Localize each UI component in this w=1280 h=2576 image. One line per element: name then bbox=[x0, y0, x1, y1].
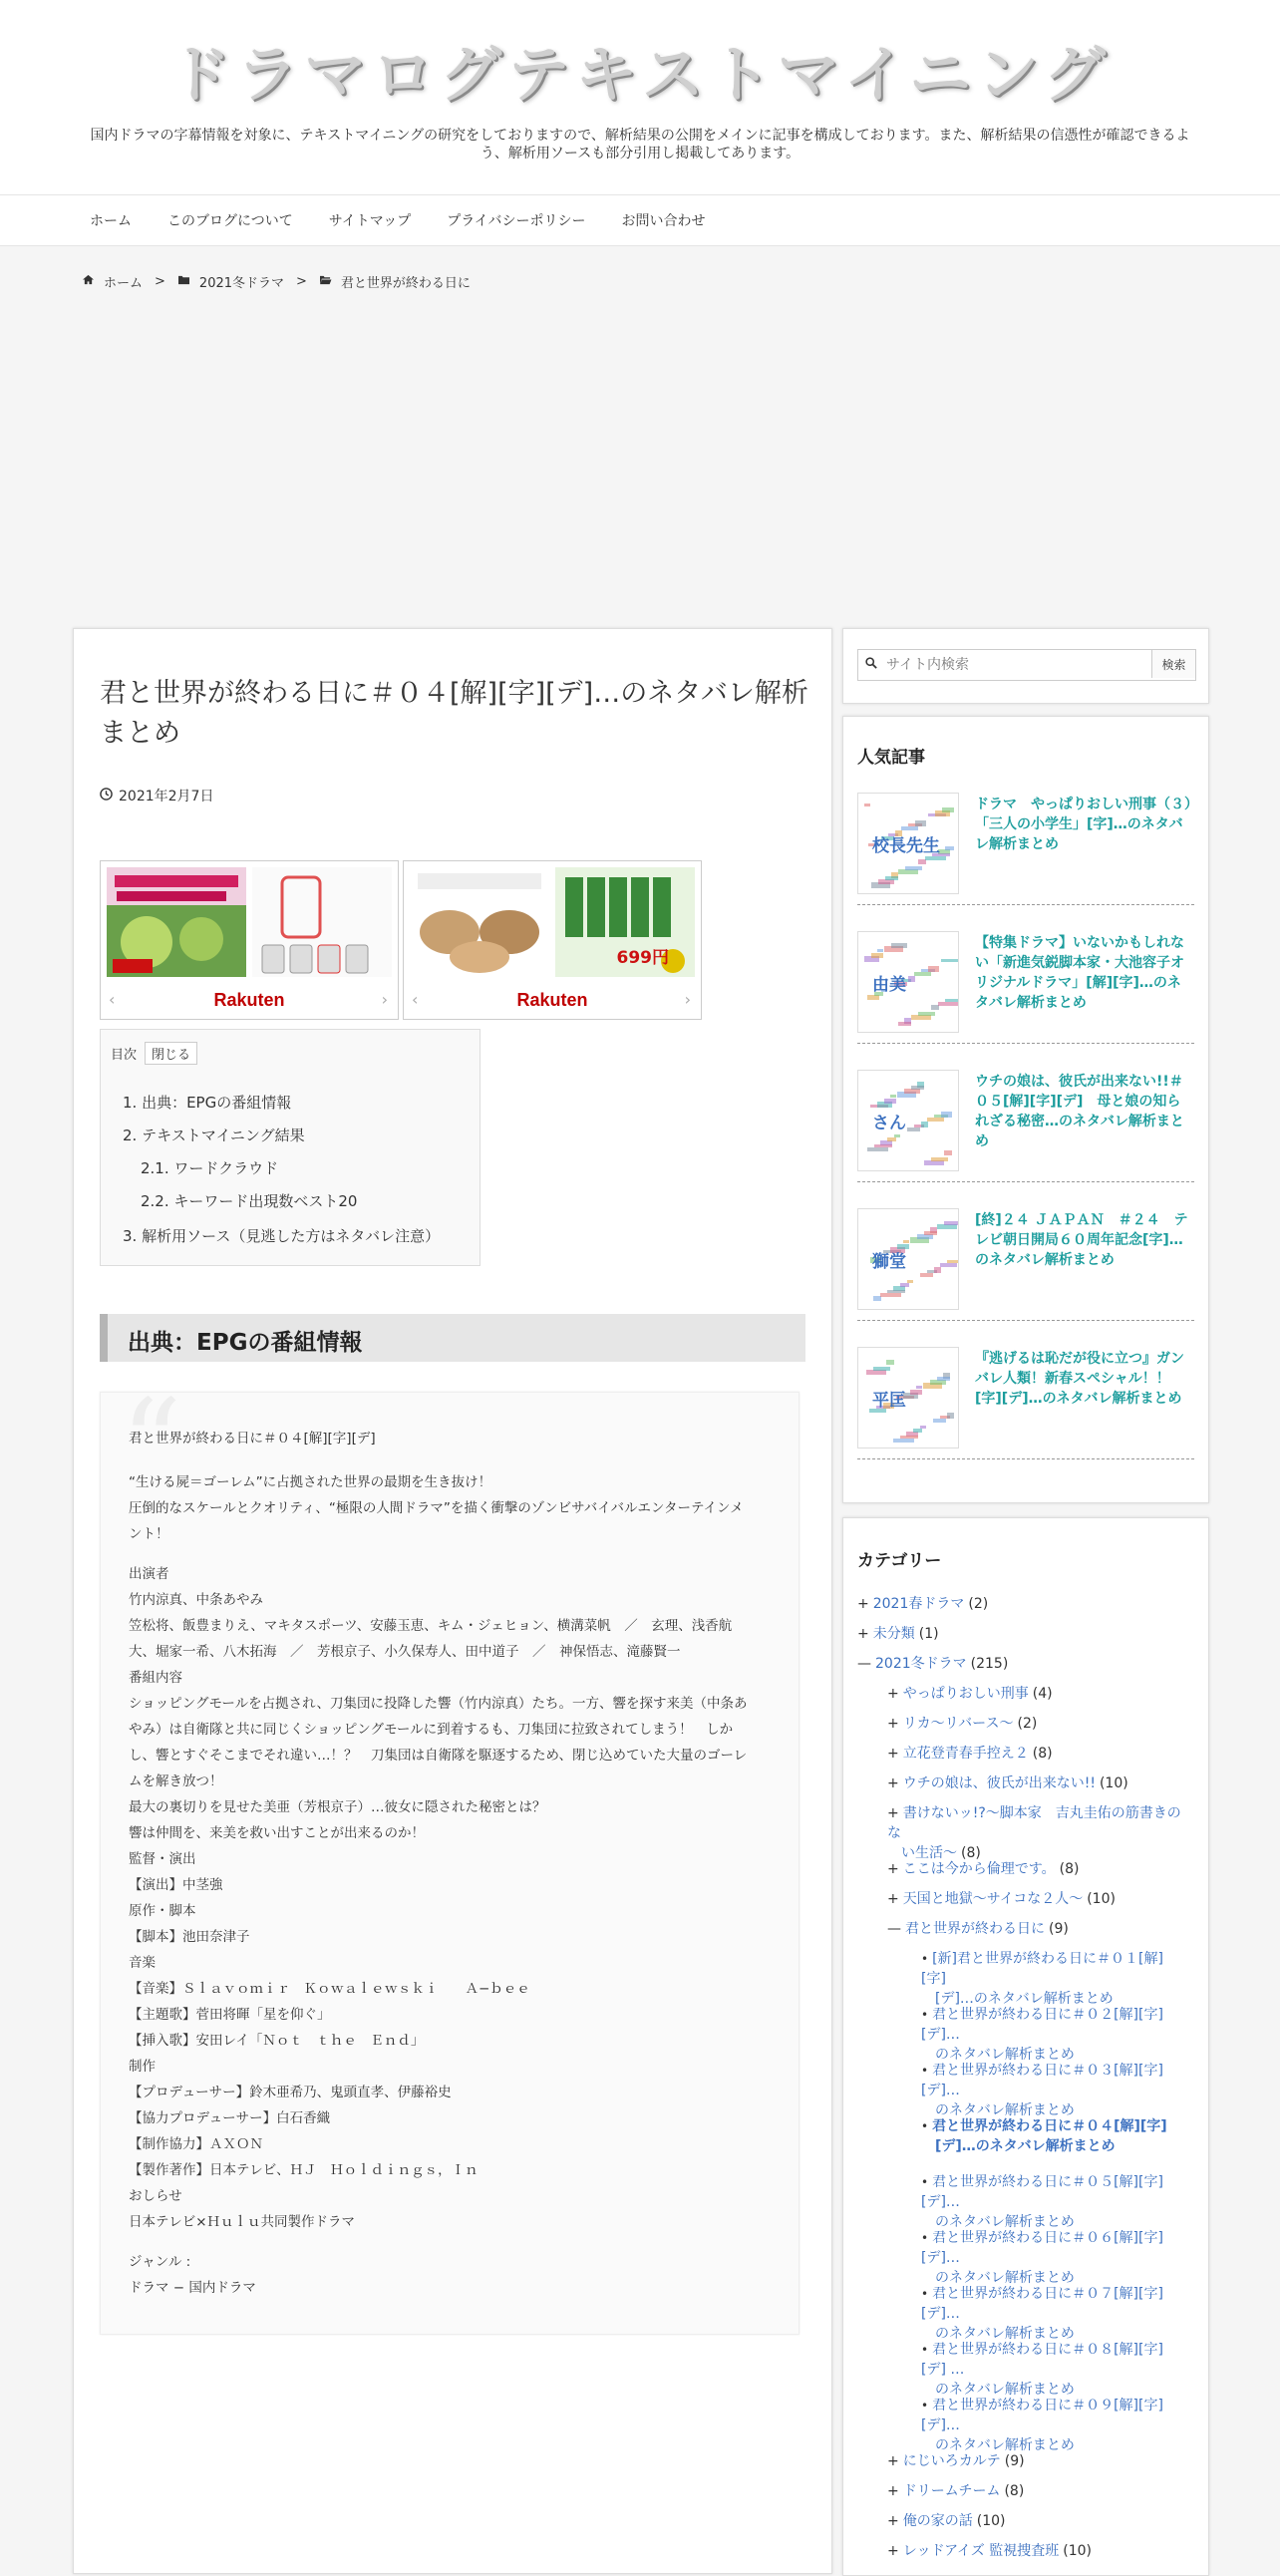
category-link-continued[interactable]: い生活～ bbox=[901, 1845, 957, 1861]
bullet-icon: • bbox=[921, 2175, 929, 2189]
quote-line: し、響とすぐそこまでそれ違い…！？ 刀集団は自衛隊を駆逐するため、閉じ込めていた大量のゴーレ bbox=[129, 1748, 748, 1764]
toc-item-source[interactable]: 1. 出典：EPGの番組情報 bbox=[123, 1094, 292, 1112]
category-item[interactable] bbox=[887, 1889, 1182, 1909]
site-header bbox=[0, 0, 1280, 195]
breadcrumb-category[interactable]: 2021冬ドラマ bbox=[198, 276, 285, 291]
category-link[interactable]: 君と世界が終わる日に＃０４[解][字] bbox=[932, 2118, 1167, 2134]
wordcloud-keyword: さん bbox=[872, 1114, 906, 1133]
category-item[interactable] bbox=[887, 1714, 1182, 1734]
category-item[interactable] bbox=[887, 2481, 1182, 2501]
category-item[interactable] bbox=[921, 2061, 1182, 2120]
quote-line: “生ける屍＝ゴーレム”に占拠された世界の最期を生き抜け！ bbox=[129, 1474, 492, 1490]
nav-item-about[interactable]: このブログについて bbox=[167, 213, 293, 229]
collapse-icon[interactable]: — bbox=[887, 1921, 901, 1937]
category-item[interactable] bbox=[887, 1803, 1182, 1863]
ad-product-image bbox=[252, 867, 392, 977]
wordcloud-thumbnail[interactable] bbox=[857, 1347, 959, 1449]
quote-line: 日本テレビ×Ｈｕｌｕ共同製作ドラマ bbox=[129, 2214, 356, 2230]
popular-post-item[interactable] bbox=[857, 1341, 1194, 1459]
category-link[interactable]: 天国と地獄～サイコな２人～ bbox=[902, 1891, 1084, 1907]
category-link[interactable]: 君と世界が終わる日に＃０３[解][字][デ]… bbox=[921, 2063, 1163, 2098]
expand-icon[interactable]: + bbox=[887, 1805, 899, 1821]
bullet-icon: • bbox=[921, 2064, 929, 2078]
breadcrumb-current[interactable]: 君と世界が終わる日に bbox=[340, 276, 471, 291]
quote-line: 制作 bbox=[129, 2059, 156, 2075]
quote-line: 【主題歌】菅田将暉「星を仰ぐ」 bbox=[129, 2007, 331, 2023]
quote-line: 監督・演出 bbox=[129, 1851, 196, 1867]
bullet-icon: • bbox=[921, 2119, 929, 2133]
category-count: (2) bbox=[1017, 1716, 1038, 1732]
ad-price: 699円 bbox=[616, 948, 669, 968]
category-link-continued[interactable]: [デ]…のネタバレ解析まとめ bbox=[935, 1991, 1114, 2007]
category-link-continued[interactable]: のネタバレ解析まとめ bbox=[935, 2326, 1075, 2342]
breadcrumb-separator: > bbox=[296, 274, 307, 289]
wordcloud-keyword: 由美 bbox=[872, 975, 906, 995]
categories-title: カテゴリー bbox=[857, 1551, 942, 1571]
expand-icon[interactable]: + bbox=[887, 2453, 899, 2469]
post-date-text: 2021年2月7日 bbox=[119, 789, 214, 805]
expand-icon[interactable]: + bbox=[857, 1596, 869, 1612]
quote-line: 【演出】中茎強 bbox=[129, 1877, 223, 1893]
category-count: (9) bbox=[1004, 2453, 1025, 2469]
wordcloud-keyword: 獅堂 bbox=[872, 1252, 906, 1272]
site-logo[interactable]: ドラマログテキストマイニング bbox=[168, 38, 1112, 111]
category-link[interactable]: [新]君と世界が終わる日に＃０１[解][字] bbox=[921, 1951, 1163, 1987]
ad-banner-1[interactable] bbox=[100, 860, 399, 1020]
article-title: 君と世界が終わる日に＃０４[解][字][デ]…のネタバレ解析まとめ bbox=[100, 678, 808, 749]
category-link[interactable]: 君と世界が終わる日に＃０８[解][字][デ] … bbox=[921, 2342, 1163, 2378]
popular-post-item[interactable] bbox=[857, 787, 1194, 905]
bullet-icon: • bbox=[921, 2231, 929, 2245]
popular-post-link[interactable]: ドラマ やっぱりおしい刑事（３）「三人の小学生」[字]…のネタバレ解析まとめ bbox=[975, 797, 1191, 852]
toc-item-analysis-source[interactable]: 3. 解析用ソース（見逃した方はネタバレ注意） bbox=[123, 1227, 441, 1245]
quote-line: 大、堀家一希、八木拓海 ／ 芳根京子、小久保寿人、田中道子 ／ 神保悟志、滝藤賢一 bbox=[129, 1644, 681, 1660]
quote-line: 【協力プロデューサー】白石香織 bbox=[129, 2110, 331, 2126]
quote-line: 【脚本】池田奈津子 bbox=[129, 1929, 250, 1945]
breadcrumb bbox=[82, 272, 471, 291]
quote-line: 竹内涼真、中条あやみ bbox=[129, 1592, 263, 1608]
category-link[interactable]: 未分類 bbox=[872, 1626, 915, 1642]
wordcloud-thumbnail[interactable] bbox=[857, 931, 959, 1033]
category-link-continued[interactable]: のネタバレ解析まとめ bbox=[935, 2270, 1075, 2286]
quote-line: ント！ bbox=[129, 1526, 169, 1542]
quote-line: 最大の裏切りを見せた美亜（芳根京子）…彼女に隠された秘密とは？ bbox=[129, 1799, 546, 1815]
category-count: (10) bbox=[1087, 1891, 1116, 1907]
chevron-left-icon[interactable]: ‹ bbox=[412, 990, 419, 1009]
expand-icon[interactable]: + bbox=[887, 1861, 899, 1877]
bullet-icon: • bbox=[921, 2343, 929, 2357]
category-count: (10) bbox=[976, 2513, 1006, 2529]
popular-post-link[interactable]: 【特集ドラマ】いないかもしれない「新進気鋭脚本家・大池容子オリジナルドラマ」[解][字]…のネタバレ解析まとめ bbox=[975, 935, 1184, 1011]
category-link[interactable]: 2021冬ドラマ bbox=[875, 1656, 967, 1672]
expand-icon[interactable]: + bbox=[887, 1775, 899, 1791]
post-date bbox=[100, 786, 213, 805]
expand-icon[interactable]: + bbox=[887, 1891, 899, 1907]
category-link[interactable]: レッドアイズ 監視捜査班 bbox=[902, 2543, 1060, 2559]
category-link[interactable]: リカ～リバース～ bbox=[902, 1716, 1014, 1732]
category-link[interactable]: 書けないッ!?～脚本家 吉丸圭佑の筋書きのな bbox=[887, 1805, 1181, 1841]
quote-line: ジャンル : bbox=[129, 2254, 191, 2270]
section-heading-text: 出典：EPGの番組情報 bbox=[128, 1330, 363, 1356]
rakuten-logo: Rakuten bbox=[213, 990, 285, 1010]
quote-line: 番組内容 bbox=[129, 1670, 182, 1686]
toc-item-keyword-top20[interactable]: 2.2. キーワード出現数ベスト20 bbox=[141, 1192, 358, 1210]
expand-icon[interactable]: + bbox=[887, 1716, 899, 1732]
expand-icon[interactable]: + bbox=[887, 1686, 899, 1702]
home-icon bbox=[82, 274, 98, 289]
toc-toggle-button[interactable]: 閉じる bbox=[145, 1042, 197, 1065]
category-link[interactable]: 君と世界が終わる日に＃０７[解][字][デ]… bbox=[921, 2286, 1163, 2322]
wordcloud-thumbnail[interactable] bbox=[857, 1208, 959, 1310]
category-item[interactable] bbox=[921, 2172, 1182, 2232]
clock-icon bbox=[100, 788, 113, 805]
category-count: (8) bbox=[961, 1845, 981, 1861]
quote-line: 出演者 bbox=[129, 1566, 169, 1582]
category-item[interactable] bbox=[887, 2511, 1182, 2531]
ad-product-image bbox=[107, 867, 246, 977]
category-item[interactable] bbox=[887, 1684, 1182, 1704]
quote-line: 【プロデューサー】鈴木亜希乃、鬼頭直孝、伊藤裕史 bbox=[129, 2085, 452, 2100]
category-link-continued[interactable]: のネタバレ解析まとめ bbox=[935, 2437, 1075, 2453]
popular-posts-widget bbox=[842, 716, 1209, 1503]
popular-post-link[interactable]: 『逃げるは恥だが役に立つ』ガンバレ人類！新春スペシャル！！[字][デ]…のネタバレ解析まとめ bbox=[975, 1351, 1184, 1407]
toc-item-mining-results[interactable]: 2. テキストマイニング結果 bbox=[123, 1127, 305, 1144]
quote-line: 圧倒的なスケールとクオリティ、“極限の人間ドラマ”を描く衝撃のゾンビサバイバルエンターテインメ bbox=[129, 1500, 744, 1516]
bullet-icon: • bbox=[921, 2008, 929, 2022]
popular-posts-title: 人気記事 bbox=[857, 748, 925, 768]
category-item[interactable] bbox=[921, 2116, 1182, 2156]
main-nav bbox=[0, 195, 1280, 246]
category-item[interactable] bbox=[921, 1949, 1182, 2009]
category-link[interactable]: やっぱりおしい刑事 bbox=[902, 1686, 1029, 1702]
category-item[interactable] bbox=[887, 1744, 1182, 1764]
category-item[interactable] bbox=[857, 1654, 1182, 1674]
toc-item-wordcloud[interactable]: 2.1. ワードクラウド bbox=[141, 1159, 279, 1177]
popular-post-item[interactable] bbox=[857, 1064, 1194, 1182]
popular-post-item[interactable] bbox=[857, 1202, 1194, 1321]
quote-line: 原作・脚本 bbox=[129, 1903, 196, 1919]
quote-line: ドラマ − 国内ドラマ bbox=[129, 2280, 256, 2296]
search-button[interactable]: 検索 bbox=[1151, 650, 1195, 678]
nav-item-contact[interactable]: お問い合わせ bbox=[621, 213, 706, 229]
category-link[interactable]: ウチの娘は、彼氏が出来ない!! bbox=[902, 1775, 1096, 1791]
category-link[interactable]: ここは今から倫理です。 bbox=[902, 1861, 1056, 1877]
expand-icon[interactable]: + bbox=[887, 2513, 899, 2529]
epg-quote bbox=[100, 1375, 800, 2335]
search-input[interactable] bbox=[884, 650, 1137, 680]
quote-line: 笠松将、飯豊まりえ、マキタスポーツ、安藤玉恵、キム・ジェヒョン、横溝菜帆 ／ 玄理、浅香航 bbox=[129, 1618, 733, 1634]
expand-icon[interactable]: + bbox=[887, 2483, 899, 2499]
ad-banner-2[interactable] bbox=[403, 860, 702, 1020]
site-tagline: 国内ドラマの字幕情報を対象に、テキストマイニングの研究をしておりますので、解析結果の公開をメインに記事を構成しております。また、解析結果の信憑性が確認できるよう、解析用ソースも部分引用し掲載してあります。 bbox=[90, 128, 1190, 161]
quote-line: 響は仲間を、来美を救い出すことが出来るのか！ bbox=[129, 1825, 425, 1841]
breadcrumb-home[interactable]: ホーム bbox=[104, 276, 144, 291]
rakuten-logo: Rakuten bbox=[516, 990, 588, 1010]
popular-post-link[interactable]: [終]２４ ＪＡＰＡＮ ＃２４ テレビ朝日開局６０周年記念[字]…のネタバレ解析まとめ bbox=[975, 1212, 1188, 1268]
table-of-contents bbox=[100, 1029, 480, 1266]
category-item[interactable] bbox=[921, 2284, 1182, 2344]
chevron-left-icon[interactable]: ‹ bbox=[109, 990, 116, 1009]
ad-product-image bbox=[410, 867, 549, 977]
category-link-continued[interactable]: のネタバレ解析まとめ bbox=[935, 2047, 1075, 2063]
quote-line: ショッピングモールを占拠され、刀集団に投降した響（竹内涼真）たち。一方、響を探す来美（中条あ bbox=[129, 1696, 748, 1712]
chevron-right-icon[interactable]: › bbox=[381, 990, 388, 1009]
article-card bbox=[73, 628, 832, 2574]
expand-icon[interactable]: + bbox=[887, 1746, 899, 1762]
category-link[interactable]: 君と世界が終わる日に＃０５[解][字][デ]… bbox=[921, 2174, 1163, 2210]
category-link-continued[interactable]: のネタバレ解析まとめ bbox=[935, 2102, 1075, 2118]
category-item[interactable] bbox=[921, 2396, 1182, 2455]
category-item[interactable] bbox=[887, 1919, 1182, 1939]
category-link[interactable]: 俺の家の話 bbox=[902, 2513, 973, 2529]
wordcloud-keyword: 校長先生 bbox=[872, 836, 940, 856]
category-count: (2) bbox=[968, 1596, 989, 1612]
category-link[interactable]: 2021春ドラマ bbox=[872, 1596, 965, 1612]
breadcrumb-separator: > bbox=[155, 274, 165, 289]
search-form bbox=[857, 649, 1196, 681]
category-link[interactable]: 君と世界が終わる日に＃０６[解][字][デ]… bbox=[921, 2230, 1163, 2266]
category-link[interactable]: 立花登青春手控え２ bbox=[902, 1746, 1029, 1762]
bullet-icon: • bbox=[921, 2287, 929, 2301]
category-item[interactable] bbox=[887, 2541, 1182, 2561]
category-item[interactable] bbox=[887, 2451, 1182, 2471]
nav-item-privacy[interactable]: プライバシーポリシー bbox=[447, 213, 586, 229]
category-count: (215) bbox=[970, 1656, 1009, 1672]
category-item[interactable] bbox=[921, 2340, 1182, 2400]
quote-line: 【音楽】Ｓｌａｖｏｍｉｒ Ｋｏｗａｌｅｗｓｋｉ Ａ−ｂｅｅ bbox=[129, 1981, 530, 1997]
category-item[interactable] bbox=[921, 2228, 1182, 2288]
category-item[interactable] bbox=[887, 1773, 1182, 1793]
category-count: (10) bbox=[1099, 1775, 1128, 1791]
categories-widget bbox=[842, 1517, 1209, 2576]
category-item[interactable] bbox=[887, 1859, 1182, 1879]
category-link-continued[interactable]: [デ]…のネタバレ解析まとめ bbox=[935, 2138, 1116, 2154]
nav-item-sitemap[interactable]: サイトマップ bbox=[328, 213, 412, 229]
category-link[interactable]: 君と世界が終わる日に bbox=[905, 1921, 1045, 1937]
quote-line: 【製作著作】日本テレビ、ＨＪ Ｈｏｌｄｉｎｇｓ，Ｉｎ bbox=[129, 2162, 479, 2178]
category-count: (10) bbox=[1063, 2543, 1092, 2559]
category-link[interactable]: ドリームチーム bbox=[902, 2483, 1001, 2499]
folder-icon bbox=[177, 274, 193, 289]
wordcloud-thumbnail[interactable] bbox=[857, 793, 959, 894]
quote-line: 君と世界が終わる日に＃０４[解][字][デ] bbox=[129, 1431, 376, 1447]
category-link-continued[interactable]: のネタバレ解析まとめ bbox=[935, 2382, 1075, 2398]
wordcloud-thumbnail[interactable] bbox=[857, 1070, 959, 1171]
quote-line: おしらせ bbox=[129, 2188, 182, 2204]
category-count: (8) bbox=[1004, 2483, 1025, 2499]
quote-line: ムを解き放つ！ bbox=[129, 1773, 223, 1789]
category-count: (9) bbox=[1049, 1921, 1069, 1937]
nav-item-home[interactable]: ホーム bbox=[90, 213, 132, 229]
quote-icon: “ bbox=[121, 1375, 182, 1513]
category-link-continued[interactable]: のネタバレ解析まとめ bbox=[935, 2214, 1075, 2230]
category-item[interactable] bbox=[921, 2005, 1182, 2065]
category-link[interactable]: 君と世界が終わる日に＃０２[解][字][デ]… bbox=[921, 2007, 1163, 2043]
collapse-icon[interactable]: — bbox=[857, 1656, 871, 1672]
toc-header bbox=[111, 1042, 197, 1065]
category-item[interactable] bbox=[857, 1624, 1182, 1644]
toc-label: 目次 bbox=[111, 1048, 138, 1063]
category-item[interactable] bbox=[857, 1594, 1182, 1614]
bullet-icon: • bbox=[921, 2399, 929, 2413]
wordcloud-keyword: 平匡 bbox=[872, 1391, 906, 1411]
folder-open-icon bbox=[319, 274, 335, 289]
expand-icon[interactable]: + bbox=[857, 1626, 869, 1642]
expand-icon[interactable]: + bbox=[887, 2543, 899, 2559]
category-count: (1) bbox=[918, 1626, 939, 1642]
category-count: (8) bbox=[1059, 1861, 1080, 1877]
bullet-icon: • bbox=[921, 1952, 929, 1966]
category-link[interactable]: にじいろカルテ bbox=[902, 2453, 1001, 2469]
quote-line: 音楽 bbox=[129, 1955, 156, 1971]
category-count: (4) bbox=[1032, 1686, 1053, 1702]
section-heading bbox=[100, 1314, 805, 1362]
chevron-right-icon[interactable]: › bbox=[684, 990, 691, 1009]
category-count: (8) bbox=[1032, 1746, 1053, 1762]
category-link[interactable]: 君と世界が終わる日に＃０９[解][字][デ]… bbox=[921, 2398, 1163, 2433]
quote-line: やみ）は自衛隊と共に同じくショッピングモールに到着するも、刀集団に拉致されてしまう！ しか bbox=[129, 1722, 734, 1738]
popular-post-item[interactable] bbox=[857, 925, 1194, 1044]
popular-post-link[interactable]: ウチの娘は、彼氏が出来ない!!＃０５[解][字][デ] 母と娘の知られざる秘密…のネタバレ解析まとめ bbox=[975, 1074, 1184, 1149]
quote-line: 【挿入歌】安田レイ「Ｎｏｔ ｔｈｅ Ｅｎｄ」 bbox=[129, 2033, 425, 2049]
quote-line: 【制作協力】ＡＸＯＮ bbox=[129, 2136, 263, 2152]
search-widget bbox=[842, 628, 1209, 704]
